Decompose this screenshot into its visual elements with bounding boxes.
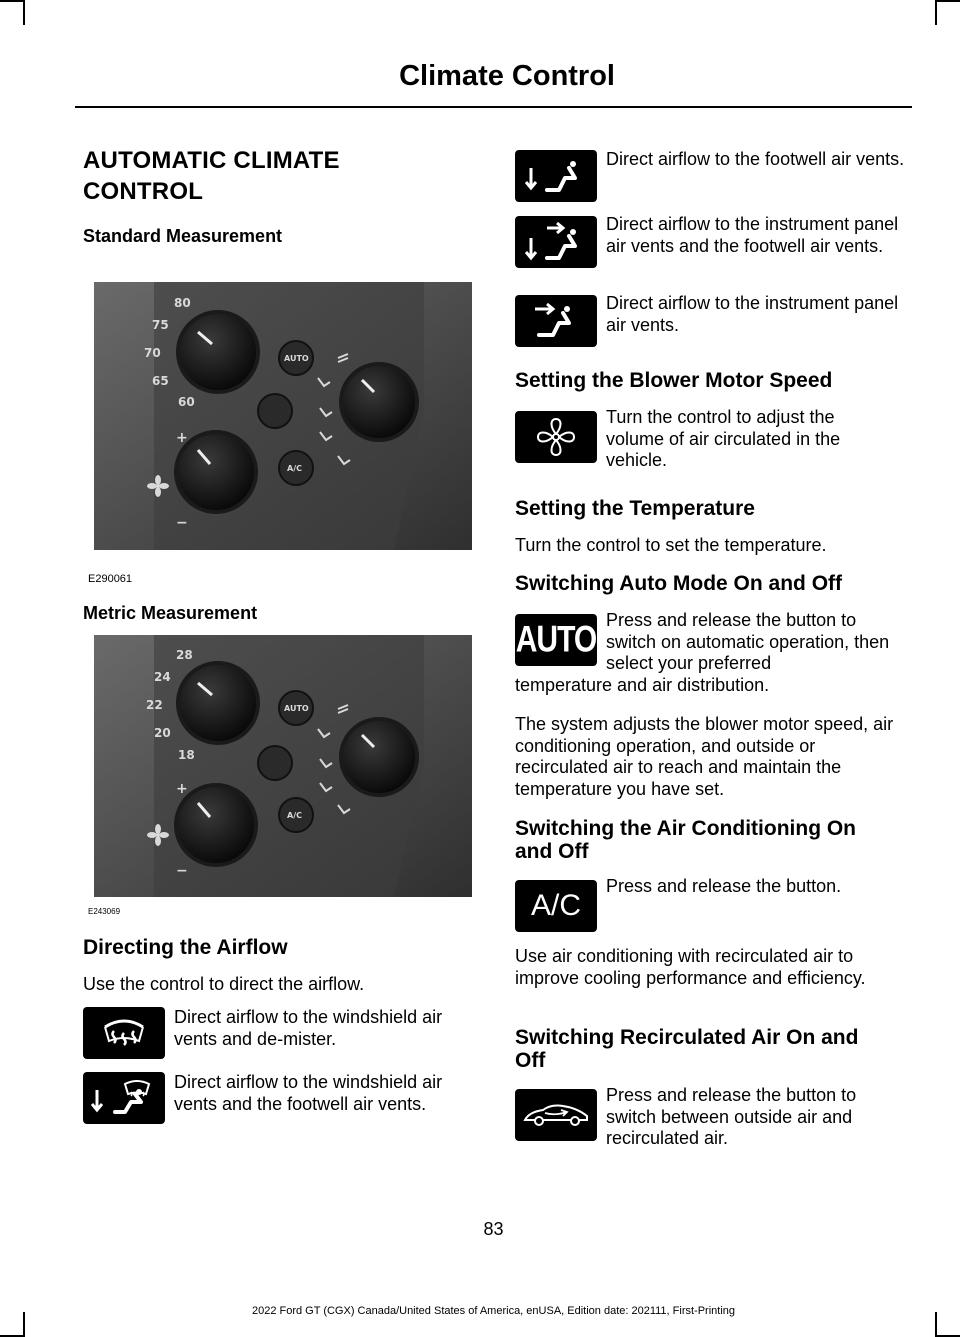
airflow-item-windshield-footwell	[83, 1072, 165, 1124]
left-column	[83, 145, 473, 247]
windshield-defrost-icon	[99, 1013, 149, 1053]
auto-mode-text2: The system adjusts the blower motor speed, air conditioning operation, and outside or recirculated air to reach and maintain the temperature you have set.	[515, 714, 894, 799]
standard-temp-80: 80	[174, 296, 191, 310]
recirc-heading-line2: Off	[515, 1049, 546, 1072]
panel-auto-label: AUTO	[284, 354, 309, 363]
ac-heading-line1: Switching the Air Conditioning On	[515, 817, 857, 840]
panel-plus-label: +	[176, 781, 188, 797]
airflow-item-footwell	[515, 150, 597, 202]
standard-heading: Standard Measurement	[83, 226, 283, 246]
recirc-text: Press and release the button to switch between outside air and recirculated air.	[606, 1085, 857, 1148]
blower-heading: Setting the Blower Motor Speed	[515, 369, 833, 392]
recirculation-car-icon	[521, 1100, 591, 1130]
panel-vent-icon	[521, 299, 591, 343]
section-title-line2: CONTROL	[83, 178, 204, 205]
recirc-heading-line1: Switching Recirculated Air On and	[515, 1026, 859, 1049]
auto-mode-heading: Switching Auto Mode On and Off	[515, 572, 843, 595]
metric-image-code: E243069	[88, 907, 121, 916]
standard-temp-60: 60	[178, 395, 195, 409]
ac-text: Press and release the button.	[606, 876, 842, 896]
metric-temp-20: 20	[154, 726, 171, 740]
metric-temp-28: 28	[176, 648, 193, 662]
section-title-line1: AUTOMATIC CLIMATE	[83, 147, 340, 174]
airflow-item-panel-vent	[515, 295, 597, 347]
airflow-item-windshield-defrost	[83, 1007, 165, 1059]
ac-heading-line2: and Off	[515, 840, 589, 863]
panel-minus-label: −	[176, 515, 188, 531]
panel-minus-label: −	[176, 863, 188, 879]
metric-temp-22: 22	[146, 698, 163, 712]
airflow-heading: Directing the Airflow	[83, 936, 288, 959]
airflow-item-text: Direct airflow to the instrument panel air vents and the footwell air vents.	[606, 214, 899, 256]
airflow-item-text: Direct airflow to the windshield air vents and de-mister.	[174, 1007, 443, 1049]
ac-button-image	[515, 880, 597, 932]
footer-edition: 2022 Ford GT (CGX) Canada/United States of America, enUSA, Edition date: 202111, First-Printing	[251, 1305, 736, 1317]
recirc-button-image	[515, 1089, 597, 1141]
auto-mode-text-cont: temperature and air distribution.	[515, 675, 770, 695]
crop-mark	[935, 0, 937, 25]
footwell-icon	[521, 154, 591, 198]
page-number: 83	[483, 1219, 504, 1239]
auto-button-image	[515, 614, 597, 666]
metric-temp-18: 18	[178, 748, 195, 762]
blower-fan-button-image	[515, 411, 597, 463]
panel-ac-label: A/C	[287, 811, 302, 820]
airflow-item-text: Direct airflow to the windshield air vents and the footwell air vents.	[174, 1072, 443, 1114]
ac-icon-label: A/C	[530, 889, 581, 922]
standard-temp-70: 70	[144, 346, 161, 360]
panel-plus-label: +	[176, 430, 188, 446]
crop-mark	[935, 0, 960, 2]
airflow-item-text: Direct airflow to the instrument panel air vents.	[606, 293, 899, 335]
temperature-heading: Setting the Temperature	[515, 497, 755, 520]
metric-control-panel-image	[94, 635, 472, 897]
standard-control-panel-image	[94, 282, 472, 550]
standard-temp-65: 65	[152, 374, 169, 388]
auto-icon-label: AUTO	[515, 618, 597, 660]
metric-heading: Metric Measurement	[83, 603, 258, 623]
crop-mark	[0, 0, 25, 2]
airflow-intro: Use the control to direct the airflow.	[83, 974, 365, 994]
crop-mark	[23, 0, 25, 25]
page-header-title: Climate Control	[399, 60, 615, 92]
metric-temp-24: 24	[154, 670, 171, 684]
header-rule	[75, 106, 912, 108]
panel-footwell-icon	[521, 220, 591, 264]
temperature-text: Turn the control to set the temperature.	[515, 535, 827, 555]
airflow-item-panel-footwell	[515, 216, 597, 268]
standard-image-code: E290061	[88, 573, 133, 585]
windshield-footwell-icon	[89, 1076, 159, 1120]
blower-text: Turn the control to adjust the volume of air circulated in the vehicle.	[606, 407, 841, 470]
auto-mode-text: Press and release the button to switch on automatic operation, then select your preferred	[606, 610, 890, 673]
ac-text2: Use air conditioning with recirculated air to improve cooling performance and efficiency.	[515, 946, 866, 988]
panel-ac-label: A/C	[287, 464, 302, 473]
airflow-item-text: Direct airflow to the footwell air vents.	[606, 149, 905, 169]
panel-auto-label: AUTO	[284, 704, 309, 713]
standard-temp-75: 75	[152, 318, 169, 332]
fan-icon	[534, 415, 578, 459]
